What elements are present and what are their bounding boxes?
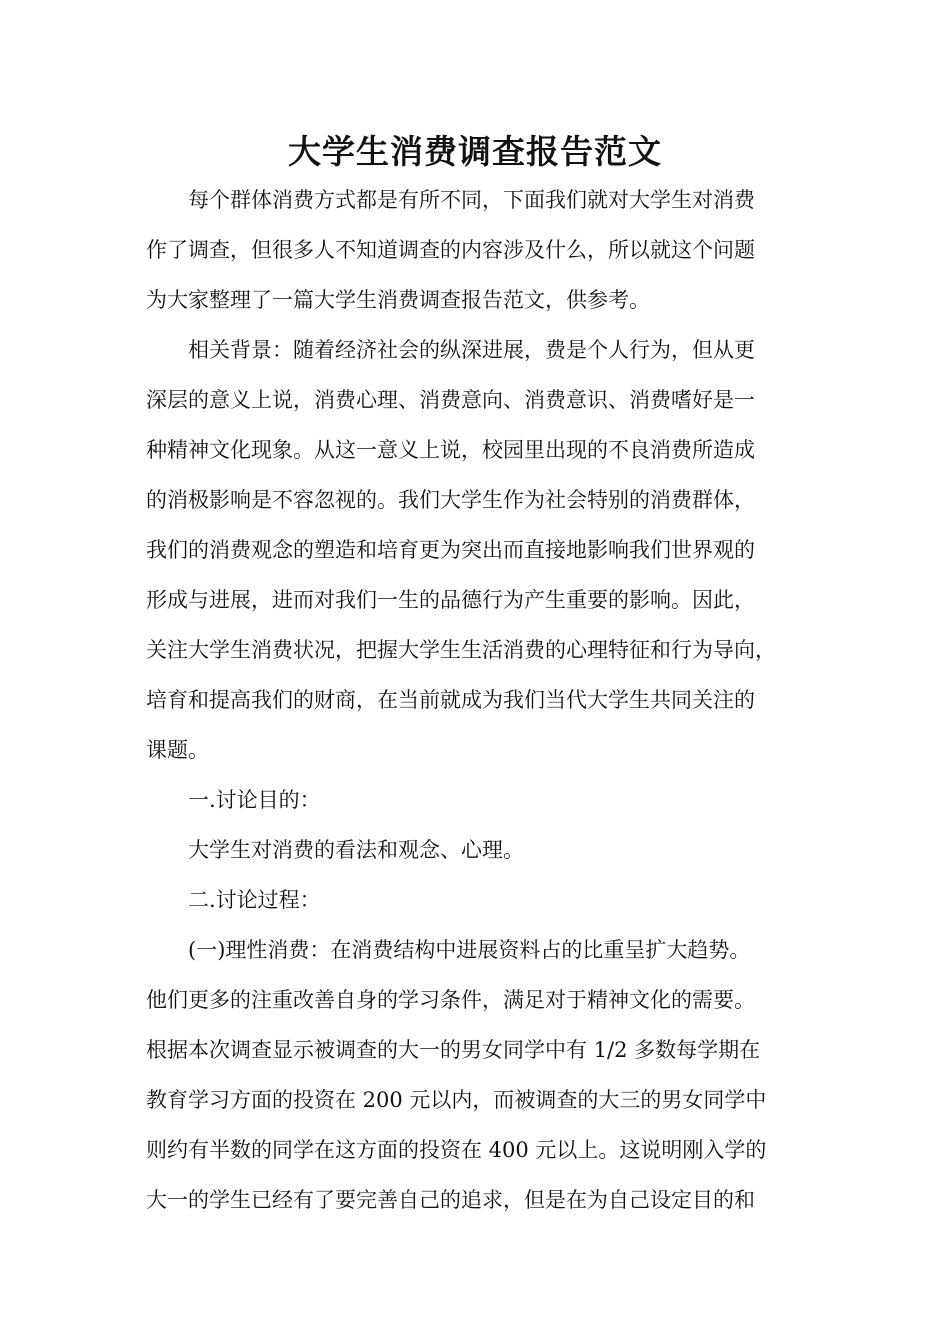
body-line: 他们更多的注重改善自身的学习条件，满足对于精神文化的需要。 — [146, 988, 755, 1012]
body-line: 每个群体消费方式都是有所不同，下面我们就对大学生对消费 — [146, 188, 755, 212]
body-line: 作了调查，但很多人不知道调查的内容涉及什么，所以就这个问题 — [146, 238, 755, 262]
section-heading: 一.讨论目的： — [146, 788, 321, 812]
section-heading: 二.讨论过程： — [146, 888, 321, 912]
body-line: 的消极影响是不容忽视的。我们大学生作为社会特别的消费群体， — [146, 488, 755, 512]
body-line: 形成与进展，进而对我们一生的品德行为产生重要的影响。因此， — [146, 588, 755, 612]
body-line: 则约有半数的同学在这方面的投资在 400 元以上。这说明刚入学的 — [146, 1138, 767, 1162]
body-line: 培育和提高我们的财商，在当前就成为我们当代大学生共同关注的 — [146, 688, 755, 712]
body-line: 课题。 — [146, 738, 209, 762]
body-line: 为大家整理了一篇大学生消费调查报告范文，供参考。 — [146, 288, 650, 312]
body-line: 大一的学生已经有了要完善自己的追求，但是在为自己设定目的和 — [146, 1188, 755, 1212]
body-line: 根据本次调查显示被调查的大一的男女同学中有 1/2 多数每学期在 — [146, 1038, 761, 1062]
body-line: 大学生对消费的看法和观念、心理。 — [146, 838, 524, 862]
body-line: 关注大学生消费状况，把握大学生生活消费的心理特征和行为导向， — [146, 638, 776, 662]
body-line: 教育学习方面的投资在 200 元以内，而被调查的大三的男女同学中 — [146, 1088, 767, 1112]
body-line: 深层的意义上说，消费心理、消费意向、消费意识、消费嗜好是一 — [146, 388, 755, 412]
body-line: (一)理性消费：在消费结构中进展资料占的比重呈扩大趋势。 — [146, 938, 751, 962]
document-title: 大学生消费调查报告范文 — [288, 132, 662, 171]
body-line: 我们的消费观念的塑造和培育更为突出而直接地影响我们世界观的 — [146, 538, 755, 562]
body-line: 种精神文化现象。从这一意义上说，校园里出现的不良消费所造成 — [146, 438, 755, 462]
body-line: 相关背景：随着经济社会的纵深进展，费是个人行为，但从更 — [146, 338, 755, 362]
